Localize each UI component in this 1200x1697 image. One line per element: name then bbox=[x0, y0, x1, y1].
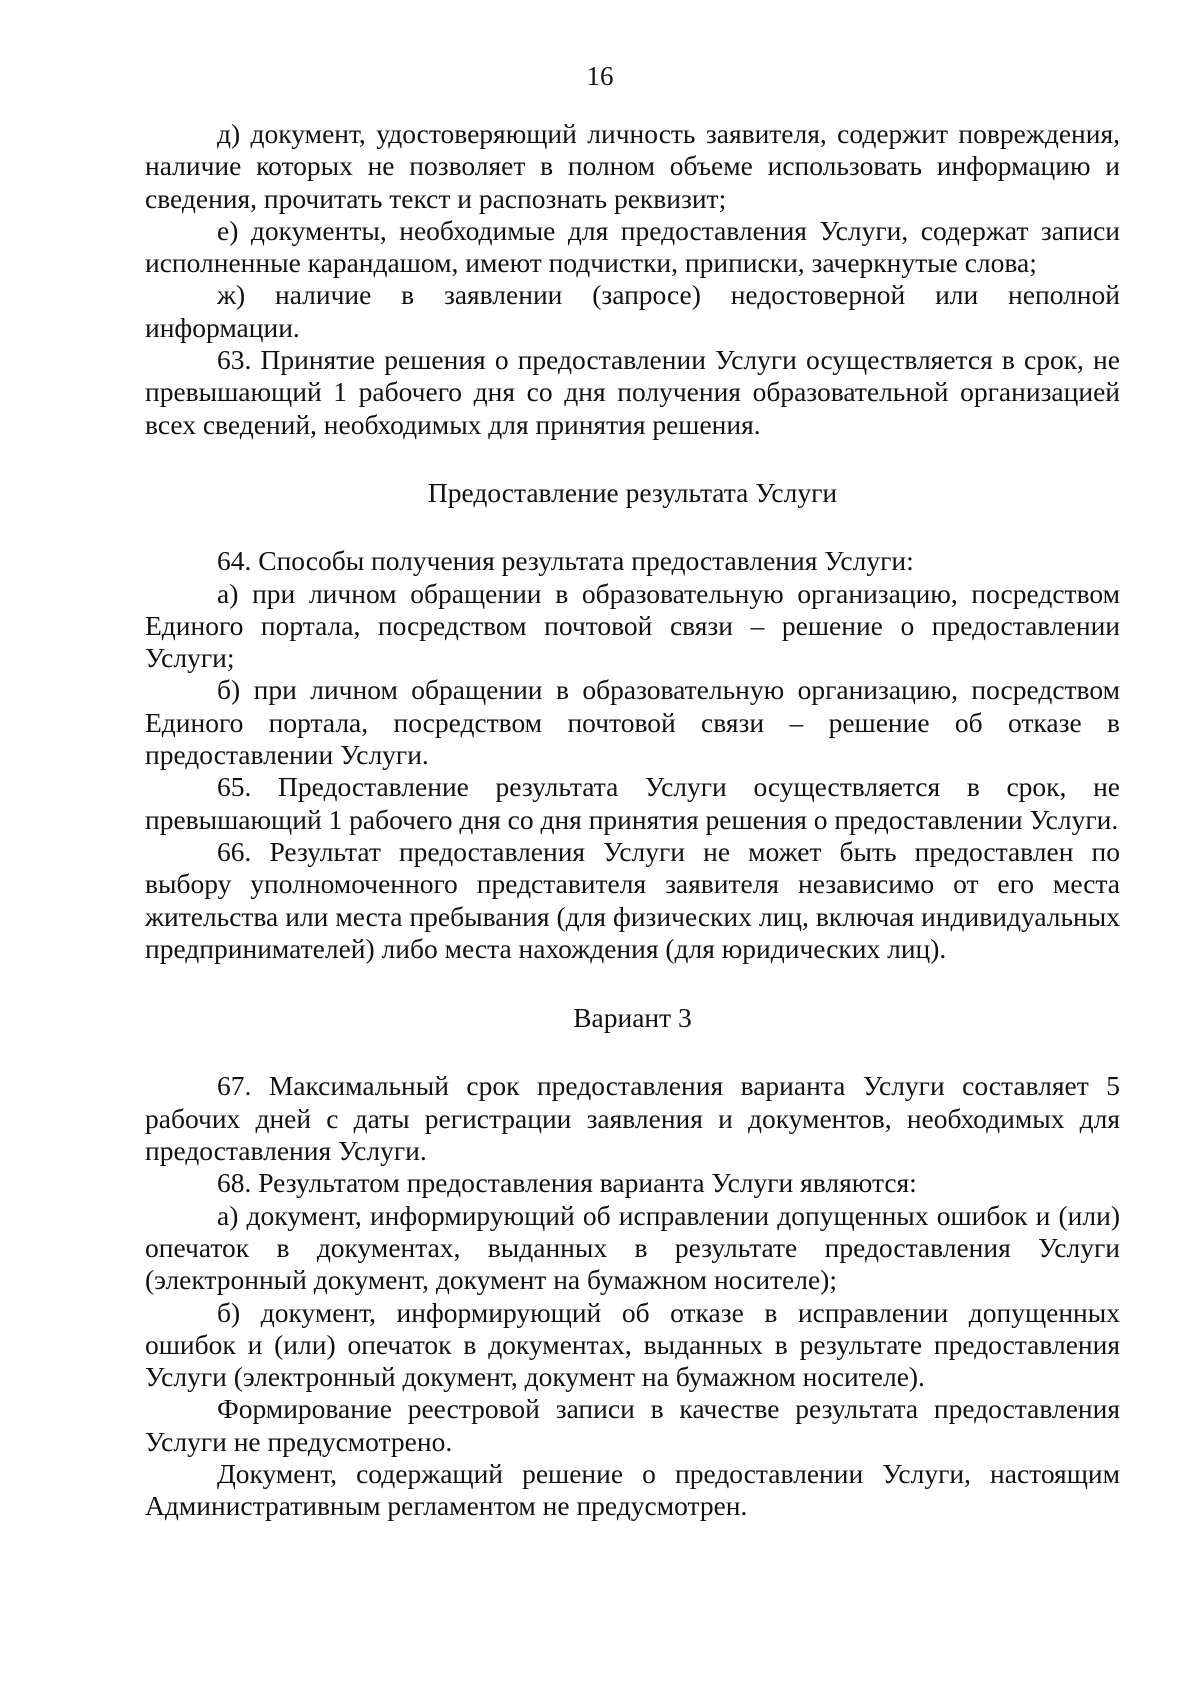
paragraph-zh: ж) наличие в заявлении (запросе) недостоверной или неполной информации. bbox=[145, 279, 1120, 343]
paragraph-d: д) документ, удостоверяющий личность заявителя, содержит повреждения, наличие которых не позволяет в полном объеме использовать информацию и сведения, прочитать текст и распознать реквизит; bbox=[145, 118, 1120, 214]
paragraph-65: 65. Предоставление результата Услуги осуществляется в срок, не превышающий 1 рабочего дня со дня принятия решения о предоставлении Услуги. bbox=[145, 771, 1120, 835]
paragraph-64-a: а) при личном обращении в образовательную организацию, посредством Единого портала, посредством почтовой связи – решение о предоставлении Услуги; bbox=[145, 577, 1120, 674]
paragraph-67: 67. Максимальный срок предоставления варианта Услуги составляет 5 рабочих дней с даты регистрации заявления и документов, необходимых для предоставления Услуги. bbox=[145, 1070, 1120, 1167]
section-heading-variant-3: Вариант 3 bbox=[573, 1002, 692, 1034]
paragraph-68: 68. Результатом предоставления варианта Услуги являются: bbox=[217, 1167, 917, 1199]
spacer bbox=[145, 965, 1120, 1002]
paragraph-decision-document: Документ, содержащий решение о предоставлении Услуги, настоящим Административным регламентом не предусмотрен. bbox=[145, 1457, 1120, 1522]
document-body bbox=[145, 118, 1120, 1523]
spacer bbox=[145, 441, 1120, 477]
section-heading-result: Предоставление результата Услуги bbox=[427, 476, 838, 508]
paragraph-64-b: б) при личном обращении в образовательную организацию, посредством Единого портала, посредством почтовой связи – решение об отказе в предоставлении Услуги. bbox=[145, 674, 1120, 771]
paragraph-63: 63. Принятие решения о предоставлении Услуги осуществляется в срок, не превышающий 1 рабочего дня со дня получения образовательной организацией всех сведений, необходимых для принятия решения. bbox=[145, 344, 1120, 440]
paragraph-64: 64. Способы получения результата предоставления Услуги: bbox=[217, 545, 914, 577]
page-number: 16 bbox=[586, 61, 614, 91]
paragraph-registry-record: Формирование реестровой записи в качестве результата предоставления Услуги не предусмотрено. bbox=[145, 1393, 1120, 1457]
paragraph-68-a: а) документ, информирующий об исправлении допущенных ошибок и (или) опечаток в документах, выданных в результате предоставления Услуги (электронный документ, документ на бумажном носителе); bbox=[145, 1199, 1120, 1296]
spacer bbox=[145, 509, 1120, 545]
paragraph-68-b: б) документ, информирующий об отказе в исправлении допущенных ошибок и (или) опечаток в документах, выданных в результате предоставления Услуги (электронный документ, документ на бумажном носителе). bbox=[145, 1296, 1120, 1393]
paragraph-e: е) документы, необходимые для предоставления Услуги, содержат записи исполненные карандашом, имеют подчистки, приписки, зачеркнутые слова; bbox=[145, 214, 1120, 279]
spacer bbox=[145, 1034, 1120, 1070]
paragraph-66: 66. Результат предоставления Услуги не может быть предоставлен по выбору уполномоченного представителя заявителя независимо от его места жительства или места пребывания (для физических лиц, включая индивидуальных предпринимателей) либо места нахождения (для юридических лиц). bbox=[145, 835, 1120, 964]
